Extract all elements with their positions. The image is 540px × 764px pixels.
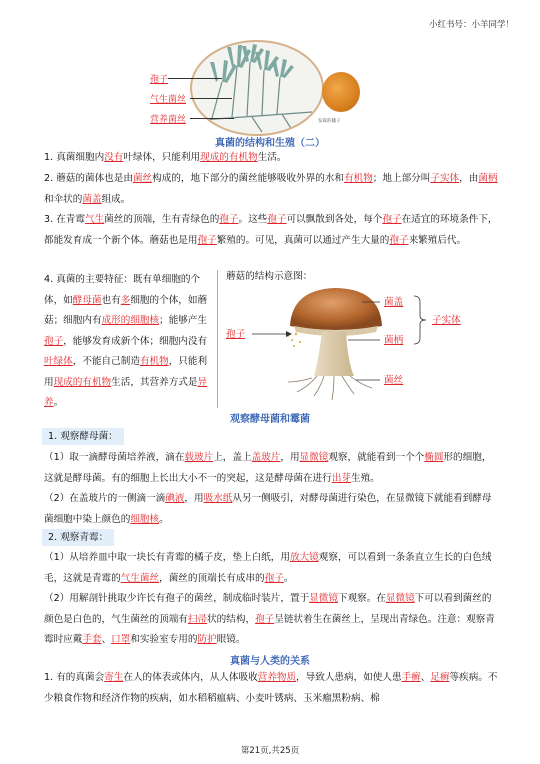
body-text: 在适宜的环境条件下，都能发育成一个新个体。蘑菇也是用 xyxy=(44,214,498,246)
leader-line xyxy=(190,118,234,119)
answer-text: 手癣 xyxy=(401,672,421,683)
body-text: ，能够发育成新个体；细胞内没有 xyxy=(63,335,208,347)
body-text: 构成的，地下部分的菌丝能够吸收外界的水和 xyxy=(152,173,345,184)
body-text: 2. 蘑菇的菌体也是由 xyxy=(44,173,133,184)
body-text: 。 xyxy=(159,513,169,525)
body-text: 生活，其营养方式是 xyxy=(111,376,198,388)
answer-text: 防护 xyxy=(197,634,217,645)
body-text: 4. 真菌的主要特征：既有单细胞的个体，如 xyxy=(44,274,201,306)
answer-text: 载玻片 xyxy=(184,452,214,463)
answer-text: 显微镜 xyxy=(309,593,338,604)
answer-text: 盖玻片 xyxy=(251,452,281,463)
leader-line xyxy=(190,98,232,99)
observe-yeast-label: 1. 观察酵母菌： xyxy=(42,428,124,445)
figure-label-spore: 孢子 xyxy=(150,75,169,85)
body-text: 呈链状着生在菌丝上，呈现出青绿色。注意：观察青霉时应戴 xyxy=(44,613,495,645)
body-text: 观察，可以看到一条条直立生长的白色绒毛，这就是青霉的 xyxy=(44,552,492,584)
answer-text: 现成的有机物 xyxy=(53,376,112,388)
body-text: ；能够产生 xyxy=(159,315,208,326)
answer-text: 多 xyxy=(120,294,131,306)
orange-caption: 发霉的橘子 xyxy=(318,119,341,124)
paragraph-4 xyxy=(44,270,216,414)
body-text: 眼镜。 xyxy=(216,634,246,645)
answer-text: 显微镜 xyxy=(299,452,329,463)
page-footer: 第21页,共25页 xyxy=(240,746,300,756)
body-text: 1. 有的真菌会 xyxy=(44,672,105,683)
observe-penicillium-step-1 xyxy=(44,548,500,589)
answer-text: 营养物质 xyxy=(257,672,297,683)
body-text: 、 xyxy=(420,672,431,683)
answer-text: 没有 xyxy=(104,152,124,163)
mushroom-label-cap: 菌盖 xyxy=(384,297,404,308)
penicillium-figure xyxy=(110,40,410,132)
mushroom-illustration xyxy=(222,268,502,408)
answer-text: 有机物 xyxy=(139,356,169,367)
observe-penicillium-step-2 xyxy=(44,589,500,651)
answer-text: 菌丝 xyxy=(132,173,153,184)
body-text: 生殖。 xyxy=(351,472,380,484)
answer-text: 气生 xyxy=(84,214,105,225)
mushroom-diagram xyxy=(222,268,502,408)
body-text: （2）用解剖针挑取少许长有孢子的菌丝，制成临时装片，置于 xyxy=(44,593,310,604)
answer-text: 孢子 xyxy=(219,214,239,225)
body-text: 。 xyxy=(283,572,294,584)
answer-text: 吸水纸 xyxy=(203,493,233,504)
answer-text: 酵母菌 xyxy=(72,294,102,306)
section-title-fungi-humans: 真菌与人类的关系 xyxy=(230,656,310,667)
body-text: （1）从培养皿中取一块长有青霉的橘子皮，垫上白纸，用 xyxy=(44,552,290,563)
body-text: 3. 在青霉 xyxy=(44,214,85,225)
answer-text: 异养 xyxy=(44,376,208,408)
body-text: 上，盖上 xyxy=(213,452,252,463)
mushroom-label-fruiting-body: 子实体 xyxy=(432,315,461,326)
body-text: 1. 真菌细胞内 xyxy=(44,152,105,163)
body-text: 等疾病。不少粮食作物和经济作物的疾病，如水稻稻瘟病、小麦叶锈病、玉米瘤黑粉病、棉 xyxy=(44,672,498,704)
answer-text: 碘液 xyxy=(165,493,185,504)
figure-label-vegetative-hyphae: 营养菌丝 xyxy=(150,115,187,125)
body-text: （1）取一滴酵母菌培养液，滴在 xyxy=(44,452,185,463)
answer-text: 椭圆 xyxy=(424,452,444,463)
body-text: ，只能利用 xyxy=(44,356,208,388)
body-text: ，不能自己制造 xyxy=(72,356,140,367)
body-text: 观察，就能看到一个个 xyxy=(328,452,425,463)
body-text: ；地上部分叫 xyxy=(372,173,431,184)
answer-text: 孢子 xyxy=(44,335,64,347)
body-text: 、 xyxy=(101,634,112,645)
answer-text: 寄生 xyxy=(104,672,124,683)
body-text: 从另一侧吸引，对酵母菌进行染色，在显微镜下就能看到酵母菌细胞中染上颜色的 xyxy=(44,493,492,525)
body-text: 生活。 xyxy=(257,152,287,163)
answer-text: 显微镜 xyxy=(385,593,415,604)
section-title-observe-yeast-mold: 观察酵母菌和霉菌 xyxy=(230,414,310,425)
answer-text: 子实体 xyxy=(430,173,460,184)
body-text: 菌丝的顶端，生有青绿色的 xyxy=(104,214,220,225)
body-text: 也有 xyxy=(101,294,121,306)
body-text: 和实验室专用的 xyxy=(130,634,198,645)
figure-label-aerial-hyphae: 气生菌丝 xyxy=(150,95,187,105)
answer-text: 口罩 xyxy=(111,634,131,645)
answer-text: 放大镜 xyxy=(289,552,319,563)
body-text: 。这些 xyxy=(238,214,268,225)
mushroom-label-spore: 孢子 xyxy=(226,329,246,340)
paragraph-3 xyxy=(44,210,500,251)
mushroom-label-stalk: 菌柄 xyxy=(384,335,404,346)
body-text: 叶绿体，只能利用 xyxy=(123,152,201,163)
observe-yeast-step-2 xyxy=(44,489,500,530)
body-text: 下可以看到菌丝的颜色是白色的，气生菌丝的顶端有 xyxy=(44,593,492,625)
body-text: 状的结构， xyxy=(207,613,256,625)
paragraph-5 xyxy=(44,668,500,709)
body-text: 形的细胞，这就是酵母菌。有的细胞上长出大小不一的突起，这是酵母菌在进行 xyxy=(44,452,492,484)
section-title-fungi-structure: 真菌的结构和生殖（二） xyxy=(215,138,325,149)
body-text: ，菌丝的顶端长有成串的 xyxy=(159,572,265,584)
body-text: 在人的体表或体内，从人体吸收 xyxy=(123,672,258,683)
body-text: 繁殖的。可见，真菌可以通过产生大量的 xyxy=(216,234,390,246)
paragraph-1 xyxy=(44,148,500,169)
body-text: 来繁殖后代。 xyxy=(408,234,467,246)
answer-text: 足癣 xyxy=(430,672,450,683)
leader-line xyxy=(168,78,222,79)
body-text: 下观察。在 xyxy=(337,593,386,604)
moldy-orange-image xyxy=(322,72,360,112)
body-text: 可以飘散到各处，每个 xyxy=(286,214,383,225)
answer-text: 细胞核 xyxy=(130,513,160,525)
answer-text: 手套 xyxy=(82,634,102,645)
penicillium-illustration xyxy=(192,42,322,134)
answer-text: 叶绿体 xyxy=(44,356,73,367)
observe-yeast-step-1 xyxy=(44,448,500,489)
column-divider xyxy=(217,270,218,408)
answer-text: 现成的有机物 xyxy=(200,152,258,163)
answer-text: 孢子 xyxy=(197,234,217,246)
answer-text: 出芽 xyxy=(331,472,351,484)
answer-text: 孢子 xyxy=(255,613,275,625)
mushroom-diagram-title: 蘑菇的结构示意图： xyxy=(226,271,313,282)
body-text: 。 xyxy=(53,397,64,408)
observe-penicillium-label: 2. 观察青霉： xyxy=(42,529,114,546)
answer-text: 成形的细胞核 xyxy=(101,315,160,326)
answer-text: 菌柄 xyxy=(478,173,498,184)
body-text: 细胞的个体，如蘑菇；细胞内有 xyxy=(44,294,208,326)
body-text: 和伞状的 xyxy=(44,193,83,205)
answer-text: 有机物 xyxy=(344,173,373,184)
body-text: ，导致人患病，如使人患 xyxy=(296,672,402,683)
answer-text: 孢子 xyxy=(264,572,284,584)
answer-text: 扫帚 xyxy=(187,613,208,625)
mushroom-label-hyphae: 菌丝 xyxy=(384,375,404,386)
body-text: （2）在盖玻片的一侧滴一滴 xyxy=(44,493,166,504)
body-text: 组成。 xyxy=(101,193,131,205)
header-tag: 小红书号：小羊同学！ xyxy=(428,20,514,30)
answer-text: 气生菌丝 xyxy=(120,572,160,584)
paragraph-2 xyxy=(44,169,500,210)
answer-text: 孢子 xyxy=(267,214,287,225)
answer-text: 菌盖 xyxy=(82,193,102,205)
body-text: ，用 xyxy=(280,452,300,463)
answer-text: 孢子 xyxy=(389,234,409,246)
body-text: ，由 xyxy=(459,173,479,184)
answer-text: 孢子 xyxy=(382,214,402,225)
body-text: ，用 xyxy=(184,493,204,504)
penicillium-magnified-circle xyxy=(190,40,324,136)
